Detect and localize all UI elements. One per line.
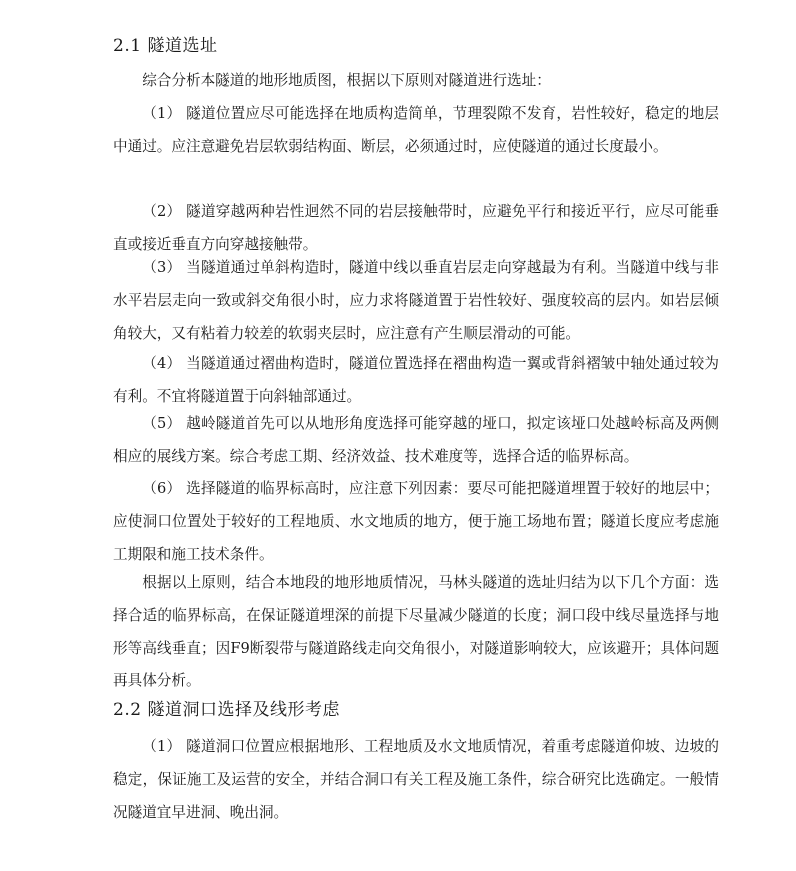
paragraph-principle-3: （3） 当隧道通过单斜构造时，隧道中线以垂直岩层走向穿越最为有利。当隧道中线与非水平岩层走向一致或斜交角很小时，应力求将隧道置于岩性较好、强度较高的层内。如岩层倾角较大，又有粘着力较差的软弱夹层时，应注意有产生顺层滑动的可能。: [113, 259, 719, 342]
paragraph-portal-1: （1） 隧道洞口位置应根据地形、工程地质及水文地质情况，着重考虑隧道仰坡、边坡的稳定，保证施工及运营的安全，并结合洞口有关工程及施工条件，综合研究比选确定。一般情况隧道宜早进洞、晚出洞。: [113, 738, 719, 821]
paragraph-conclusion: 根据以上原则，结合本地段的地形地质情况，马林头隧道的选址归结为以下几个方面：选择合适的临界标高，在保证隧道埋深的前提下尽量减少隧道的长度；洞口段中线尽量选择与地形等高线垂直；因F9断裂带与隧道路线走向交角很小，对隧道影响较大，应该避开；具体问题再具体分析。: [113, 574, 719, 690]
section-heading-2-1: 2.1 隧道选址: [113, 36, 218, 56]
paragraph-principle-4: （4） 当隧道通过褶曲构造时，隧道位置选择在褶曲构造一翼或背斜褶皱中轴处通过较为有利。不宜将隧道置于向斜轴部通过。: [113, 355, 719, 405]
paragraph-intro: 综合分析本隧道的地形地质图，根据以下原则对隧道进行选址：: [142, 72, 551, 89]
paragraph-principle-5: （5） 越岭隧道首先可以从地形角度选择可能穿越的垭口，拟定该垭口处越岭标高及两侧相应的展线方案。综合考虑工期、经济效益、技术难度等，选择合适的临界标高。: [113, 415, 719, 465]
section-heading-2-2: 2.2 隧道洞口选择及线形考虑: [113, 700, 340, 720]
paragraph-principle-1: （1） 隧道位置应尽可能选择在地质构造简单，节理裂隙不发育，岩性较好，稳定的地层中通过。应注意避免岩层软弱结构面、断层，必须通过时，应使隧道的通过长度最小。: [113, 105, 719, 155]
paragraph-principle-2: （2） 隧道穿越两种岩性迥然不同的岩层接触带时，应避免平行和接近平行，应尽可能垂直或接近垂直方向穿越接触带。: [113, 203, 719, 253]
paragraph-principle-6: （6） 选择隧道的临界标高时，应注意下列因素：要尽可能把隧道埋置于较好的地层中；应使洞口位置处于较好的工程地质、水文地质的地方，便于施工场地布置；隧道长度应考虑施工期限和施工技术条件。: [113, 480, 719, 563]
